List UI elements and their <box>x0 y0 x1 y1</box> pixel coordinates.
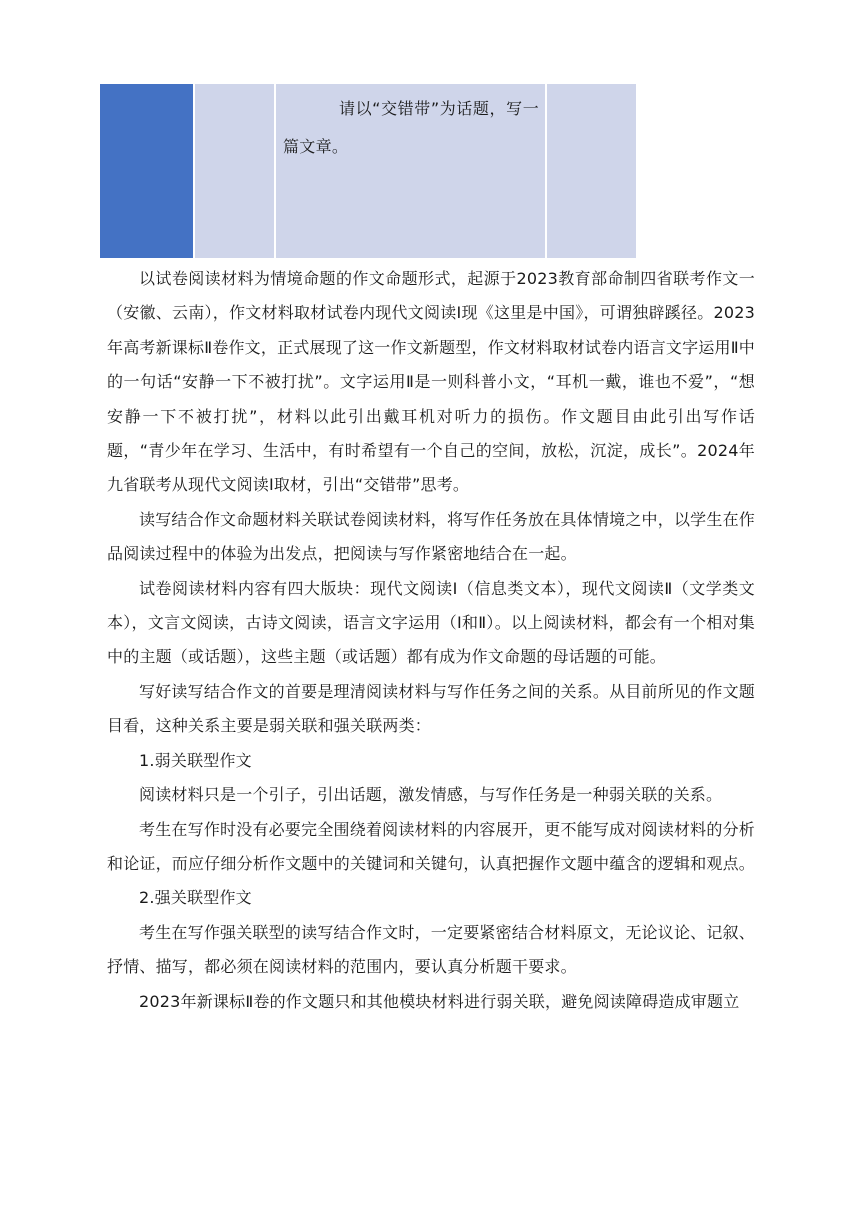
table-cell-accent <box>100 84 195 258</box>
prompt-table <box>100 84 636 258</box>
paragraph: 读写结合作文命题材料关联试卷阅读材料，将写作任务放在具体情境之中，以学生在作品阅读过程中的体验为出发点，把阅读与写作紧密地结合在一起。 <box>107 509 755 564</box>
paragraph: 阅读材料只是一个引子，引出话题，激发情感，与写作任务是一种弱关联的关系。 <box>139 785 723 805</box>
prompt-text: 请以“交错带”为话题，写一篇文章。 <box>283 99 539 156</box>
paragraph: 写好读写结合作文的首要是理清阅读材料与写作任务之间的关系。从目前所见的作文题目看，这种关系主要是弱关联和强关联两类： <box>107 681 755 736</box>
paragraph: 2023年新课标Ⅱ卷的作文题只和其他模块材料进行弱关联，避免阅读障碍造成审题立 <box>139 991 740 1011</box>
section-heading: 1.弱关联型作文 <box>139 750 252 770</box>
paragraph: 考生在写作强关联型的读写结合作文时，一定要紧密结合材料原文，无论议论、记叙、抒情、描写，都必须在阅读材料的范围内，要认真分析题干要求。 <box>107 922 755 977</box>
paragraph: 考生在写作时没有必要完全围绕着阅读材料的内容展开，更不能写成对阅读材料的分析和论证，而应仔细分析作文题中的关键词和关键句，认真把握作文题中蕴含的逻辑和观点。 <box>107 819 756 873</box>
table-cell-empty <box>547 84 636 258</box>
table-cell-prompt <box>276 84 547 258</box>
section-heading: 2.强关联型作文 <box>139 888 252 908</box>
paragraph: 试卷阅读材料内容有四大版块：现代文阅读Ⅰ（信息类文本），现代文阅读Ⅱ（文学类文本），文言文阅读，古诗文阅读，语言文字运用（Ⅰ和Ⅱ）。以上阅读材料，都会有一个相对集中的主题（或话题），这些主题（或话题）都有成为作文命题的母话题的可能。 <box>107 578 755 667</box>
table-cell-empty <box>195 84 276 258</box>
article-body <box>107 262 755 1019</box>
paragraph: 以试卷阅读材料为情境命题的作文命题形式，起源于2023教育部命制四省联考作文一（安徽、云南），作文材料取材试卷内现代文阅读Ⅰ现《这里是中国》，可谓独辟蹊径。2023年高考新课标Ⅱ卷作文，正式展现了这一作文新题型，作文材料取材试卷内语言文字运用Ⅱ中的一句话“安静一下不被打扰”。文字运用Ⅱ是一则科普小文，“耳机一戴，谁也不爱”，“想安静一下不被打扰”，材料以此引出戴耳机对听力的损伤。作文题目由此引出写作话题，“青少年在学习、生活中，有时希望有一个自己的空间，放松，沉淀，成长”。2024年九省联考从现代文阅读Ⅰ取材，引出“交错带”思考。 <box>107 269 755 495</box>
